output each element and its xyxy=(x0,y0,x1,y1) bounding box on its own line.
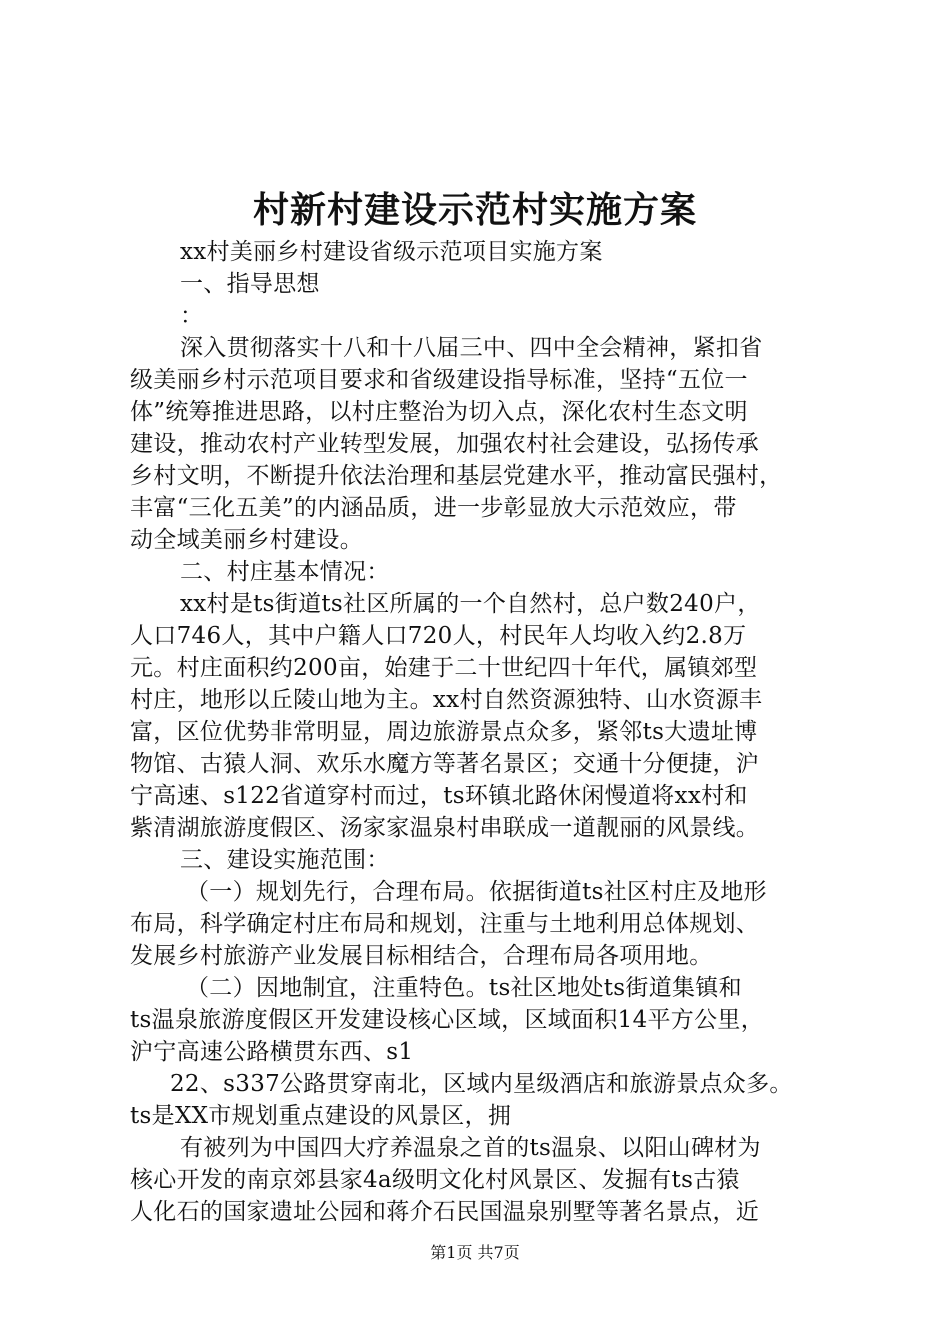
text-line: 动全域美丽乡村建设。 xyxy=(130,527,363,553)
text-line: 乡村文明，不断提升依法治理和基层党建水平，推动富民强村， xyxy=(130,463,783,489)
text-line: 丰富“三化五美”的内涵品质，进一步彰显放大示范效应，带 xyxy=(130,495,737,521)
text-line: 级美丽乡村示范项目要求和省级建设指导标准，坚持“五位一 xyxy=(130,367,748,393)
text-line: 人口746人，其中户籍人口720人，村民年人均收入约2.8万 xyxy=(130,623,747,649)
text-line: 有被列为中国四大疗养温泉之首的ts温泉、以阳山碑材为 xyxy=(180,1135,761,1161)
document-title: 村新村建设示范村实施方案 xyxy=(252,189,697,231)
section-heading: 二、村庄基本情况： xyxy=(180,559,390,585)
text-line: 宁高速、s122省道穿村而过，ts环镇北路休闲慢道将xx村和 xyxy=(130,783,748,809)
text-line: （一）规划先行，合理布局。依据街道ts社区村庄及地形 xyxy=(186,879,767,905)
text-line: 22、s337公路贯穿南北，区域内星级酒店和旅游景点众多。 xyxy=(170,1071,793,1097)
text-line: 建设，推动农村产业转型发展，加强农村社会建设，弘扬传承 xyxy=(130,431,760,457)
text-line: 人化石的国家遗址公园和蒋介石民国温泉别墅等著名景点，近 xyxy=(130,1199,760,1225)
document-body xyxy=(130,236,850,1228)
section-heading: 三、建设实施范围： xyxy=(180,847,390,873)
page-footer: 第1页 共7页 xyxy=(430,1243,520,1262)
text-line: 物馆、古猿人洞、欢乐水魔方等著名景区；交通十分便捷，沪 xyxy=(130,751,760,777)
text-line: 沪宁高速公路横贯东西、s1 xyxy=(130,1039,414,1065)
text-line: 布局，科学确定村庄布局和规划，注重与土地利用总体规划、 xyxy=(130,911,760,937)
text-line: 富，区位优势非常明显，周边旅游景点众多，紧邻ts大遗址博 xyxy=(130,719,758,745)
text-line: 体”统筹推进思路，以村庄整治为切入点，深化农村生态文明 xyxy=(130,399,748,425)
text-line: ts是XX市规划重点建设的风景区，拥 xyxy=(130,1103,512,1129)
text-line: ts温泉旅游度假区开发建设核心区域，区域面积14平方公里， xyxy=(130,1007,765,1033)
text-line: 发展乡村旅游产业发展目标相结合，合理布局各项用地。 xyxy=(130,943,713,969)
text-line: 村庄，地形以丘陵山地为主。xx村自然资源独特、山水资源丰 xyxy=(130,687,763,713)
text-line: 核心开发的南京郊县家4a级明文化村风景区、发掘有ts古猿 xyxy=(130,1167,740,1193)
section-heading: 一、指导思想 xyxy=(180,271,320,297)
text-line: （二）因地制宜，注重特色。ts社区地处ts街道集镇和 xyxy=(186,975,742,1001)
text-line: 深入贯彻落实十八和十八届三中、四中全会精神，紧扣省 xyxy=(180,335,763,361)
subtitle-line: xx村美丽乡村建设省级示范项目实施方案 xyxy=(180,239,603,265)
text-line: 紫清湖旅游度假区、汤家家温泉村串联成一道靓丽的风景线。 xyxy=(130,815,760,841)
text-line: ： xyxy=(180,303,204,329)
text-line: xx村是ts街道ts社区所属的一个自然村，总户数240户， xyxy=(180,591,761,617)
text-line: 元。村庄面积约200亩，始建于二十世纪四十年代，属镇郊型 xyxy=(130,655,758,681)
